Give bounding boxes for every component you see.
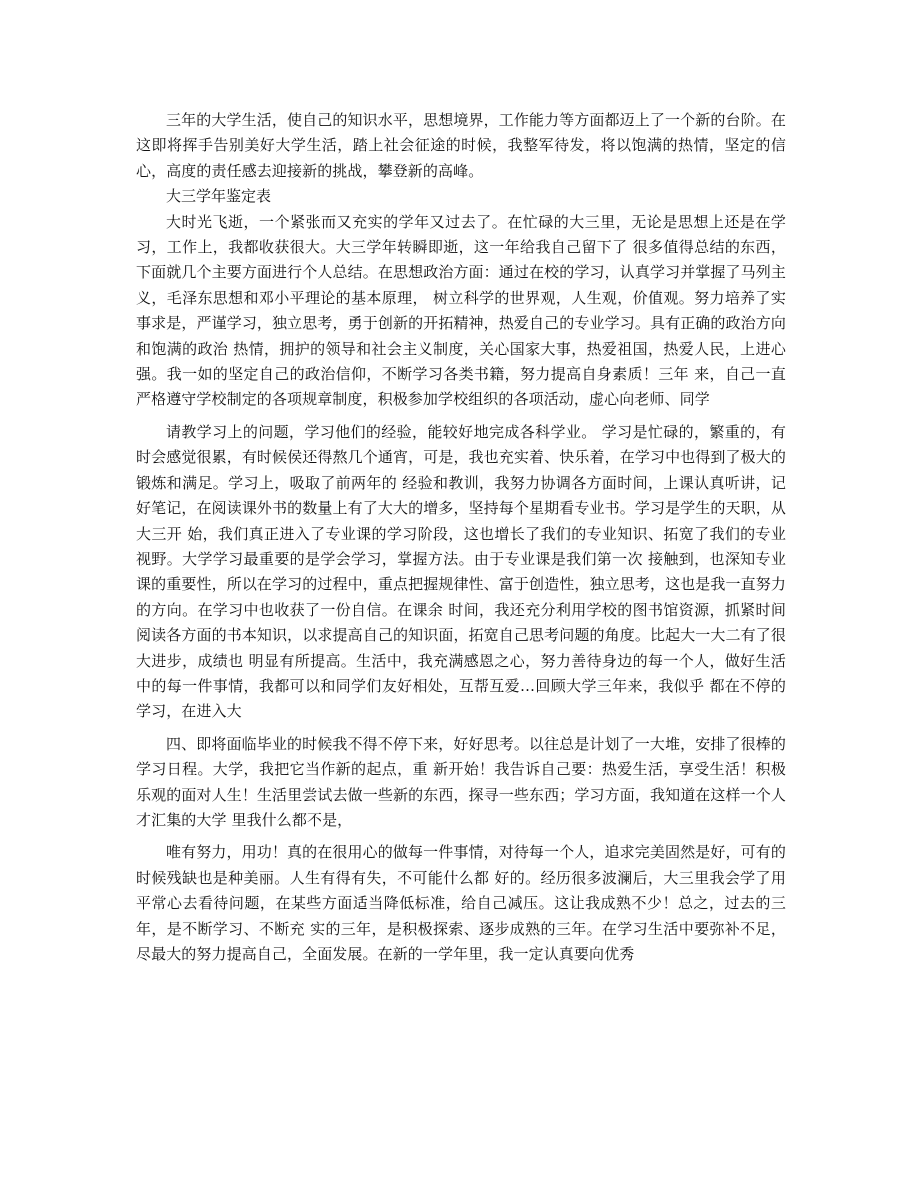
document-page (136, 108, 786, 967)
body-paragraph-4: 唯有努力，用功！真的在很用心的做每一件事情，对待每一个人，追求完美固然是好，可有的时候残缺也是种美丽。人生有得有失，不可能什么都 好的。经历很多波澜后，大三里我会学了用平常心去看待问题，在某些方面适当降低标准，给自己减压。这让我成熟不少！总之，过去的三年，是不断学习、不断充 实的三年，是积极探索、逐步成熟的三年。在学习生活中要弥补不足，尽最大的努力提高自己，全面发展。在新的一学年里，我一定认真要向优秀 (136, 843, 786, 963)
body-paragraph-1: 大时光飞逝，一个紧张而又充实的学年又过去了。在忙碌的大三里，无论是思想上还是在学习，工作上，我都收获很大。大三学年转瞬即逝，这一年给我自己留下了 很多值得总结的东西，下面就几个主要方面进行个人总结。在思想政治方面：通过在校的学习，认真学习并掌握了马列主义，毛泽东思想和邓小平理论的基本原理， 树立科学的世界观，人生观，价值观。努力培养了实事求是，严谨学习，独立思考，勇于创新的开拓精神，热爱自己的专业学习。具有正确的政治方向和饱满的政治 热情，拥护的领导和社会主义制度，关心国家大事，热爱祖国，热爱人民，上进心强。我一如的坚定自己的政治信仰，不断学习各类书籍，努力提高自身素质！三年 来，自己一直严格遵守学校制定的各项规章制度，积极参加学校组织的各项活动，虚心向老师、同学 (136, 212, 786, 409)
document-title: 大三学年鉴定表 (166, 187, 272, 206)
body-paragraph-2: 请教学习上的问题，学习他们的经验，能较好地完成各科学业。 学习是忙碌的，繁重的，有时会感觉很累，有时候侯还得熬几个通宵，可是，我也充实着、快乐着，在学习中也得到了极大的锻炼和满足。学习上，吸取了前两年的 经验和教训，我努力协调各方面时间，上课认真听讲，记好笔记，在阅读课外书的数量上有了大大的增多，坚持每个星期看专业书。学习是学生的天职，从大三开 始，我们真正进入了专业课的学习阶段，这也增长了我们的专业知识、拓宽了我们的专业视野。大学学习最重要的是学会学习，掌握方法。由于专业课是我们第一次 接触到，也深知专业课的重要性，所以在学习的过程中，重点把握规律性、富于创造性，独立思考，这也是我一直努力的方向。在学习中也收获了一份自信。在课余 时间，我还充分利用学校的图书馆资源，抓紧时间阅读各方面的书本知识，以求提高自己的知识面，拓宽自己思考问题的角度。比起大一大二有了很大进步，成绩也 明显有所提高。生活中，我充满感恩之心，努力善待身边的每一个人，做好生活中的每一件事情，我都可以和同学们友好相处，互帮互爱…回顾大学三年来，我似乎 都在不停的学习，在进入大 (136, 422, 786, 721)
body-paragraph-3: 四、即将面临毕业的时候我不得不停下来，好好思考。以往总是计划了一大堆，安排了很棒的学习日程。大学，我把它当作新的起点，重 新开始！我告诉自己要：热爱生活，享受生活！积极乐观的面对人生！生活里尝试去做一些新的东西，探寻一些东西；学习方面，我知道在这样一个人才汇集的大学 里我什么都不是， (136, 734, 786, 829)
intro-paragraph: 三年的大学生活，使自己的知识水平，思想境界，工作能力等方面都迈上了一个新的台阶。在这即将挥手告别美好大学生活，踏上社会征途的时候，我整军待发，将以饱满的热情，坚定的信心，高度的责任感去迎接新的挑战，攀登新的高峰。 (136, 111, 786, 180)
